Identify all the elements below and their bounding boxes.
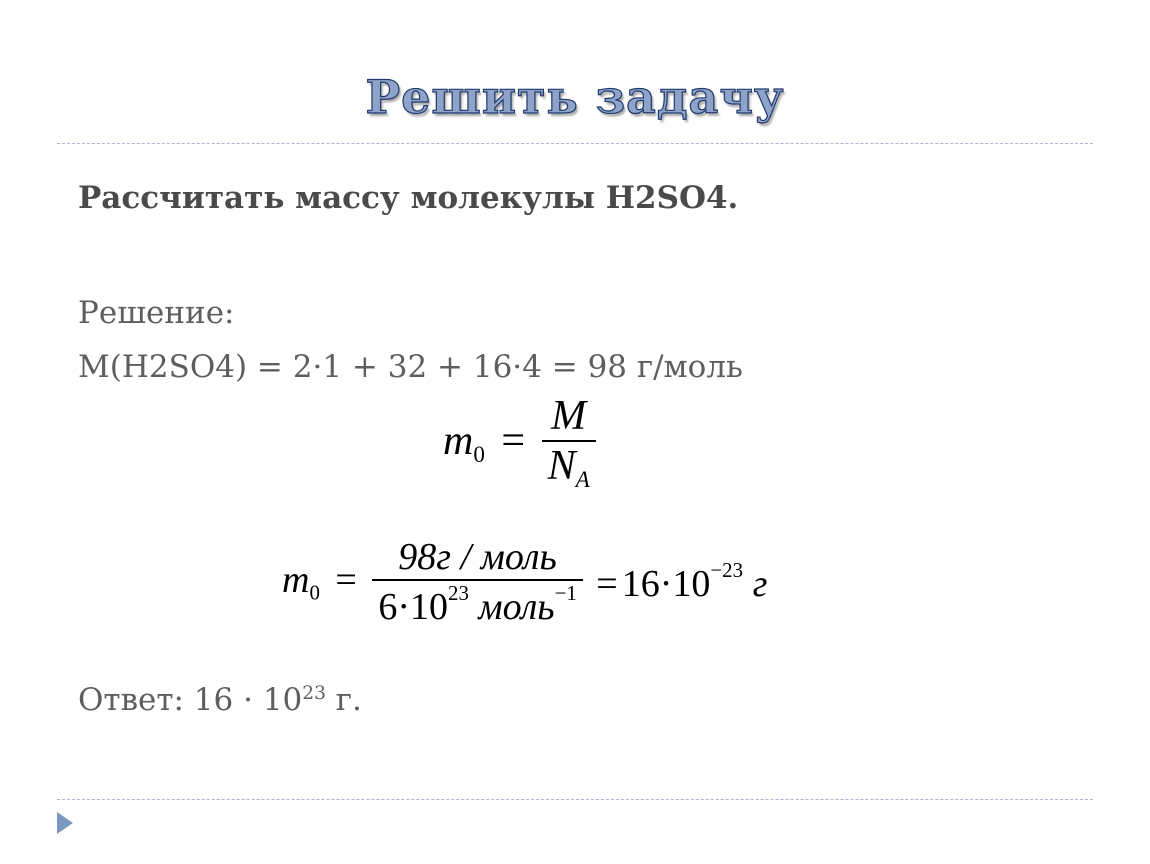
formula2-denominator-exp: 23 xyxy=(448,581,469,605)
answer-prefix: Ответ: 16 · 10 xyxy=(78,682,303,718)
formula2-result-unit: г xyxy=(752,562,768,605)
answer-exp: 23 xyxy=(302,682,326,704)
top-divider xyxy=(57,143,1093,144)
formula-m0-definition xyxy=(443,392,596,493)
formula2-result-coef: 16·10 xyxy=(621,562,711,605)
slide-title: Решить задачу xyxy=(365,70,785,124)
formula2-denominator-unit-exp: −1 xyxy=(554,581,577,605)
formula-m0-calculation xyxy=(282,535,767,629)
answer-line xyxy=(78,682,362,718)
formula2-lhs-var: m xyxy=(282,559,310,602)
formula2-denominator-coef: 6·10 xyxy=(378,585,448,628)
task-statement: Рассчитать массу молекулы H2SO4. xyxy=(78,180,739,216)
formula2-equals: = xyxy=(335,559,357,602)
formula1-lhs-sub: 0 xyxy=(473,441,485,468)
formula1-fraction xyxy=(542,392,596,493)
formula2-denominator-unit: моль xyxy=(478,585,555,628)
bottom-divider xyxy=(57,799,1093,800)
solution-label: Решение: xyxy=(78,295,235,331)
formula2-result-equals: = xyxy=(596,562,618,605)
formula1-denominator-var: N xyxy=(547,443,576,489)
molar-mass-line: M(H2SO4) = 2·1 + 32 + 16·4 = 98 г/моль xyxy=(78,349,743,385)
formula2-numerator: 98г / моль xyxy=(398,536,557,578)
formula1-equals: = xyxy=(501,418,526,464)
formula2-fraction xyxy=(372,535,582,629)
formula1-lhs-var: m xyxy=(443,418,474,464)
formula2-lhs-sub: 0 xyxy=(309,580,320,605)
triangle-right-icon xyxy=(57,812,73,834)
formula1-denominator-sub: A xyxy=(575,466,590,493)
answer-suffix: г. xyxy=(325,682,362,718)
formula2-result-exp: −23 xyxy=(710,558,744,582)
formula1-numerator: M xyxy=(551,393,587,439)
